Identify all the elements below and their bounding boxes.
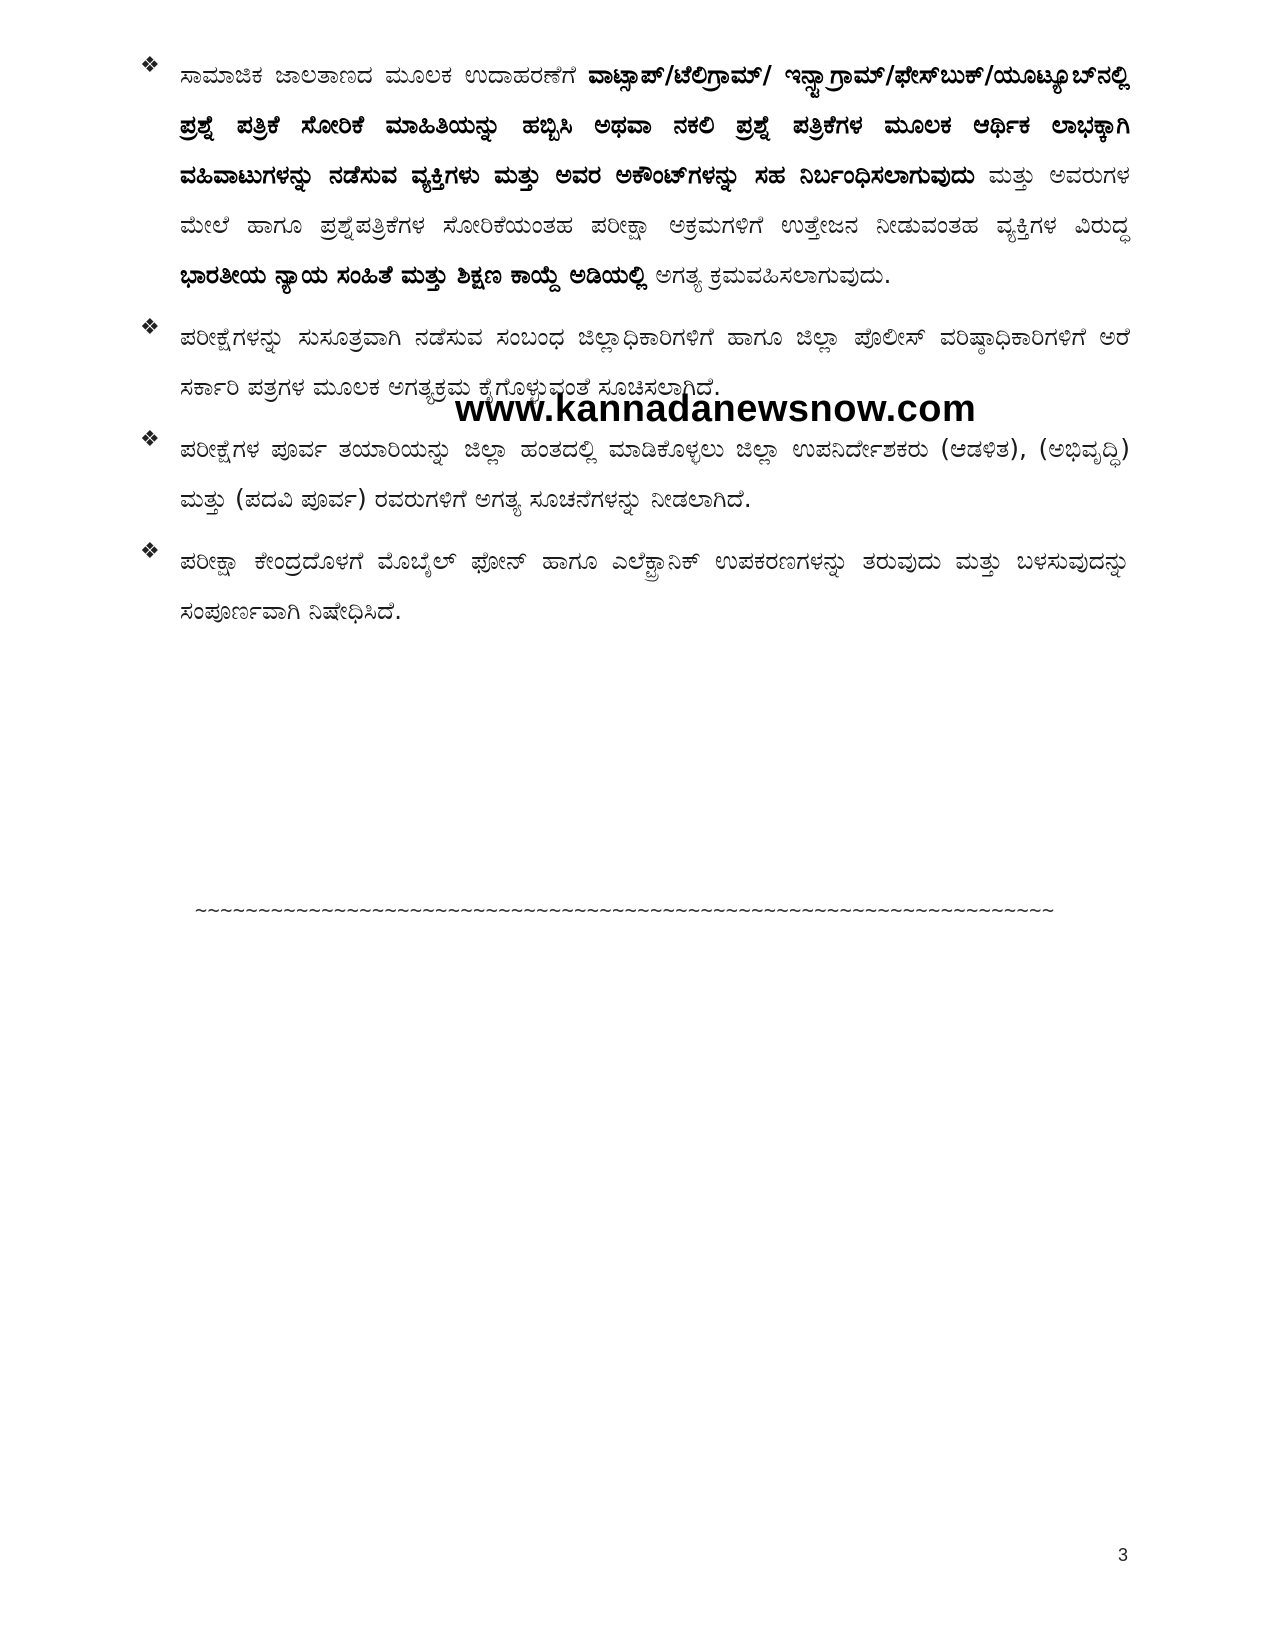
paragraph-bold-text: ವಾಟ್ಸಾಪ್/ಟೆಲಿಗ್ರಾಮ್/ ಇನ್ಸ್ಟಾಗ್ರಾಮ್/ಫೇಸ್‌ಬುಕ್/ಯೂಟ್ಯೂಬ್‌ನಲ್ಲಿ ಪ್ರಶ್ನೆ ಪತ್ರಿಕೆ ಸೋರಿಕೆ ಮಾಹಿತಿಯನ್ನು ಹಬ್ಬಿಸಿ ಅಥವಾ ನಕಲಿ ಪ್ರಶ್ನೆ ಪತ್ರಿಕೆಗಳ ಮೂಲಕ ಆರ್ಥಿಕ ಲಾಭಕ್ಕಾಗಿ ವಹಿವಾಟುಗಳನ್ನು ನಡೆಸುವ ವ್ಯಕ್ತಿಗಳು ಮತ್ತು ಅವರ ಅಕೌಂಟ್‌ಗಳನ್ನು ಸಹ ನಿರ್ಬಂಧಿಸಲಾಗುವುದು <box>180 60 1131 189</box>
diamond-bullet-icon: ❖ <box>140 315 160 340</box>
diamond-bullet-icon: ❖ <box>140 427 160 452</box>
bullet-list <box>140 50 1130 648</box>
paragraph <box>180 50 1130 300</box>
tilde-divider: ~~~~~~~~~~~~~~~~~~~~~~~~~~~~~~~~~~~~~~~~~~~~~~~~~~~~~~~~~~~~~~~~~~~~ <box>195 898 1055 922</box>
paragraph-text: ಸಾಮಾಜಿಕ ಜಾಲತಾಣದ ಮೂಲಕ ಉದಾಹರಣೆಗೆ <box>180 60 589 89</box>
paragraph: ಪರೀಕ್ಷಾ ಕೇಂದ್ರದೊಳಗೆ ಮೊಬೈಲ್ ಫೋನ್ ಹಾಗೂ ಎಲೆಕ್ಟ್ರಾನಿಕ್ ಉಪಕರಣಗಳನ್ನು ತರುವುದು ಮತ್ತು ಬಳಸುವುದನ್ನು ಸಂಪೂರ್ಣವಾಗಿ ನಿಷೇಧಿಸಿದೆ. <box>180 546 1130 625</box>
diamond-bullet-icon: ❖ <box>140 53 160 78</box>
list-item <box>140 50 1130 300</box>
paragraph-bold-text: ಭಾರತೀಯ ನ್ಯಾಯ ಸಂಹಿತೆ ಮತ್ತು ಶಿಕ್ಷಣ ಕಾಯ್ದೆ ಅಡಿಯಲ್ಲಿ <box>180 260 648 289</box>
watermark-url: www.kannadanewsnow.com <box>455 388 977 430</box>
diamond-bullet-icon: ❖ <box>140 539 160 564</box>
paragraph-text: ಮತ್ತು ಅವರುಗಳ ಮೇಲೆ ಹಾಗೂ ಪ್ರಶ್ನೆಪತ್ರಿಕೆಗಳ ಸೋರಿಕೆಯಂತಹ ಪರೀಕ್ಷಾ ಅಕ್ರಮಗಳಿಗೆ ಉತ್ತೇಜನ ನೀಡುವಂತಹ ವ್ಯಕ್ತಿಗಳ ವಿರುದ್ಧ <box>180 160 1131 239</box>
paragraph: ಪರೀಕ್ಷೆಗಳ ಪೂರ್ವ ತಯಾರಿಯನ್ನು ಜಿಲ್ಲಾ ಹಂತದಲ್ಲಿ ಮಾಡಿಕೊಳ್ಳಲು ಜಿಲ್ಲಾ ಉಪನಿರ್ದೇಶಕರು (ಆಡಳಿತ), (ಅಭಿವೃದ್ಧಿ) ಮತ್ತು (ಪದವಿ ಪೂರ್ವ) ರವರುಗಳಿಗೆ ಅಗತ್ಯ ಸೂಚನೆಗಳನ್ನು ನೀಡಲಾಗಿದೆ. <box>180 434 1130 513</box>
paragraph-text: ಅಗತ್ಯ ಕ್ರಮವಹಿಸಲಾಗುವುದು. <box>647 260 892 289</box>
list-item <box>140 424 1130 524</box>
paragraph: ಪರೀಕ್ಷೆಗಳನ್ನು ಸುಸೂತ್ರವಾಗಿ ನಡೆಸುವ ಸಂಬಂಧ ಜಿಲ್ಲಾಧಿಕಾರಿಗಳಿಗೆ ಹಾಗೂ ಜಿಲ್ಲಾ ಪೊಲೀಸ್ ವರಿಷ್ಠಾಧಿಕಾರಿಗಳಿಗೆ ಅರೆ ಸರ್ಕಾರಿ ಪತ್ರಗಳ ಮೂಲಕ ಅಗತ್ಯಕ್ರಮ ಕೈಗೊಳ್ಳುವಂತೆ ಸೂಚಿಸಲಾಗಿದೆ. <box>180 322 1130 401</box>
page-number: 3 <box>1118 1545 1129 1565</box>
list-item <box>140 536 1130 636</box>
